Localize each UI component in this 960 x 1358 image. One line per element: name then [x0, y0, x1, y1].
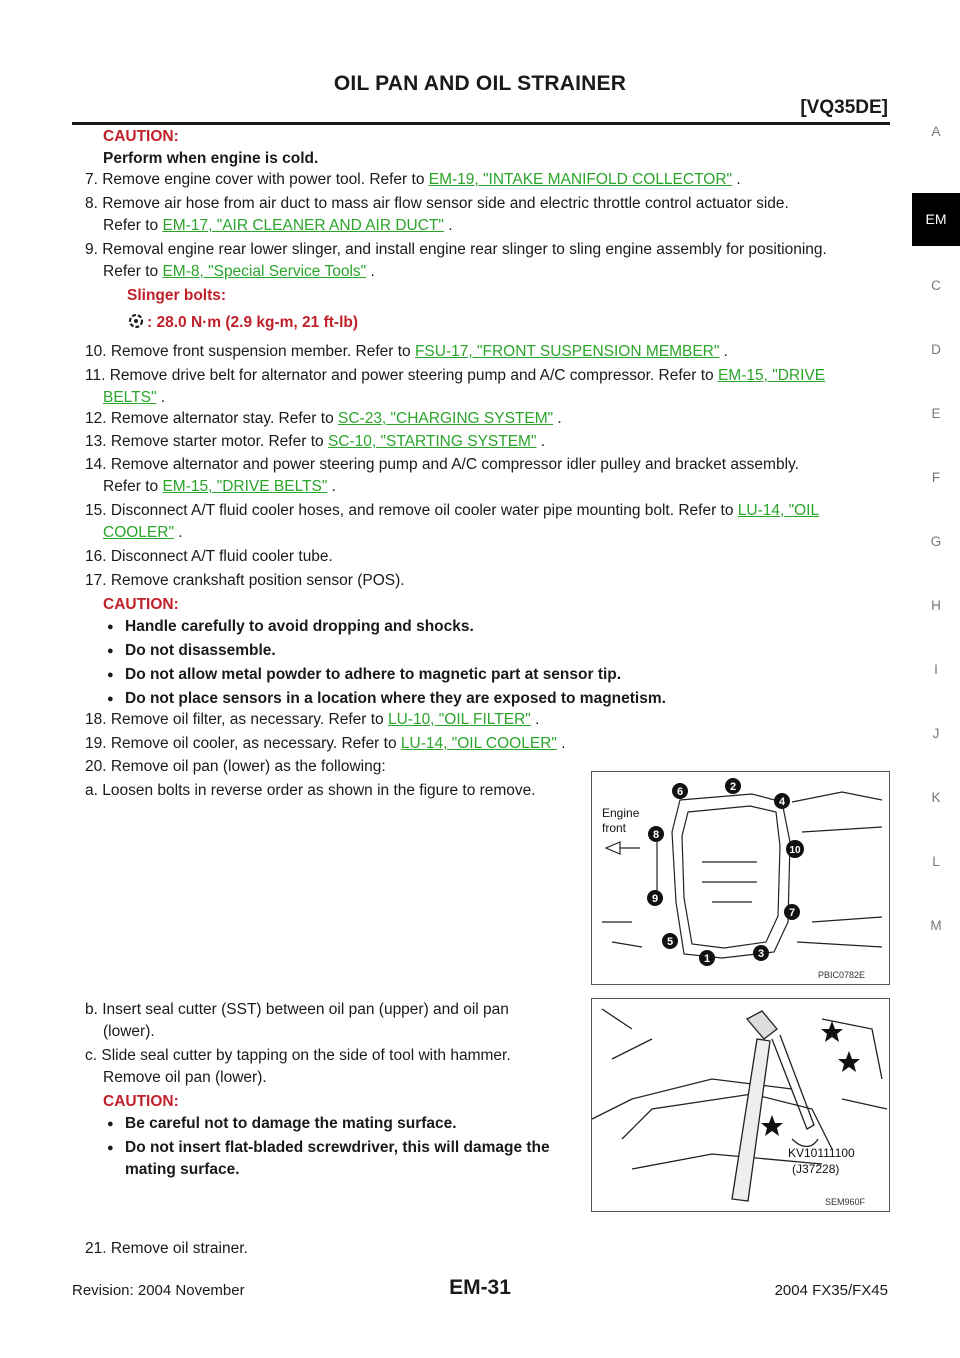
step-tail: .	[156, 389, 166, 406]
step-text: (lower).	[103, 1023, 155, 1040]
step-text: 8. Remove air hose from air duct to mass air flow sensor side and electric throttle control actuator side.	[85, 195, 789, 212]
index-m[interactable]: M	[930, 918, 942, 933]
engine-label: Engine	[602, 806, 640, 820]
step-text: 15. Disconnect A/T fluid cooler hoses, and remove oil cooler water pipe mounting bolt. Refer to	[85, 502, 738, 519]
step-text: b. Insert seal cutter (SST) between oil pan (upper) and oil pan	[85, 1001, 509, 1018]
bolt-9: 9	[651, 893, 659, 905]
step-11	[85, 365, 871, 409]
intro-caution	[103, 126, 889, 170]
step-text: a. Loosen bolts in reverse order as shown in the figure to remove.	[85, 782, 536, 799]
link-em17[interactable]: EM-17, "AIR CLEANER AND AIR DUCT"	[162, 217, 444, 234]
caution-bullet: ● Do not insert flat-bladed screwdriver, this will damage the	[125, 1137, 550, 1159]
index-j[interactable]: J	[932, 726, 940, 741]
step-12	[85, 408, 871, 430]
caution-bullet: ● Do not allow metal powder to adhere to magnetic part at sensor tip.	[125, 664, 621, 686]
step-text: 21. Remove oil strainer.	[85, 1240, 248, 1257]
step-text: 17. Remove crankshaft position sensor (POS).	[85, 572, 405, 589]
step-a	[85, 780, 565, 802]
step-14	[85, 454, 871, 498]
oil-pan-diagram	[592, 772, 889, 984]
torque-icon	[127, 312, 145, 330]
index-e[interactable]: E	[931, 406, 941, 421]
figure-code: PBIC0782E	[817, 970, 865, 980]
caution-text: Perform when engine is cold.	[103, 150, 319, 167]
link-sc10[interactable]: SC-10, "STARTING SYSTEM"	[327, 433, 537, 450]
step-17	[85, 570, 871, 592]
step-15	[85, 500, 871, 544]
link-em8[interactable]: EM-8, "Special Service Tools"	[162, 263, 367, 280]
step-b	[85, 999, 565, 1043]
caution-17	[103, 594, 889, 707]
step-10	[85, 341, 871, 363]
step-tail: .	[536, 433, 546, 450]
caution-bullet: ● Be careful not to damage the mating surface.	[125, 1113, 457, 1135]
link-lu14-b[interactable]: COOLER"	[103, 524, 174, 541]
step-text: 19. Remove oil cooler, as necessary. Refer to	[85, 735, 401, 752]
step-text: Refer to	[103, 217, 163, 234]
step-tail: .	[719, 343, 728, 360]
bolt-3: 3	[757, 948, 765, 960]
link-em15-a[interactable]: EM-15, "DRIVE	[717, 367, 826, 384]
link-lu14-a[interactable]: LU-14, "OIL	[737, 502, 820, 519]
index-l[interactable]: L	[932, 854, 940, 869]
step-tail: .	[732, 171, 741, 188]
caution-bullet: ● Do not disassemble.	[125, 640, 276, 662]
caution-label: CAUTION:	[103, 1093, 179, 1110]
index-active-em[interactable]: EM	[912, 193, 960, 246]
engine-code: [VQ35DE]	[800, 97, 888, 118]
step-text: 18. Remove oil filter, as necessary. Refer to	[85, 711, 388, 728]
step-text: c. Slide seal cutter by tapping on the side of tool with hammer.	[85, 1047, 511, 1064]
step-text: 7. Remove engine cover with power tool. Refer to	[85, 171, 429, 188]
step-13	[85, 431, 871, 453]
step-text: 13. Remove starter motor. Refer to	[85, 433, 328, 450]
index-c[interactable]: C	[931, 278, 941, 293]
index-h[interactable]: H	[931, 598, 941, 613]
tool-number: KV10111100	[788, 1146, 855, 1160]
step-9	[85, 239, 871, 283]
bolt-1: 1	[703, 953, 711, 965]
seal-cutter-diagram	[592, 999, 889, 1211]
page-number: EM-31	[449, 1276, 511, 1299]
step-text: 10. Remove front suspension member. Refer to	[85, 343, 415, 360]
step-8	[85, 193, 871, 237]
step-tail: .	[553, 410, 562, 427]
index-k[interactable]: K	[931, 790, 941, 805]
step-tail: .	[556, 735, 566, 752]
link-fsu17[interactable]: FSU-17, "FRONT SUSPENSION MEMBER"	[414, 343, 720, 360]
step-text: Refer to	[103, 478, 163, 495]
page-title: OIL PAN AND OIL STRAINER	[333, 72, 627, 95]
step-18	[85, 709, 871, 731]
step-text: 12. Remove alternator stay. Refer to	[85, 410, 338, 427]
revision-date: Revision: 2004 November	[72, 1282, 245, 1299]
figure-seal-cutter	[591, 998, 890, 1212]
figure-bolt-order	[591, 771, 890, 985]
bolt-2: 2	[729, 781, 737, 793]
figure-code: SEM960F	[824, 1197, 865, 1207]
caution-bullet: ● Do not place sensors in a location where they are exposed to magnetism.	[125, 688, 666, 710]
bolt-7: 7	[788, 907, 796, 919]
step-16	[85, 546, 871, 568]
step-text: 20. Remove oil pan (lower) as the following:	[85, 758, 386, 775]
caution-c	[103, 1091, 573, 1178]
step-tail: .	[327, 478, 336, 495]
step-text: 14. Remove alternator and power steering pump and A/C compressor idler pulley and bracket assembly.	[85, 456, 799, 473]
bolt-5: 5	[666, 936, 674, 948]
link-em15[interactable]: EM-15, "DRIVE BELTS"	[162, 478, 328, 495]
index-g[interactable]: G	[930, 534, 942, 549]
tool-number-us: (J37228)	[792, 1162, 840, 1176]
index-i[interactable]: I	[934, 662, 938, 677]
step-tail: .	[173, 524, 183, 541]
slinger-torque: : 28.0 N·m (2.9 kg-m, 21 ft-lb)	[147, 314, 359, 331]
slinger-label: Slinger bolts:	[127, 287, 227, 304]
step-19	[85, 733, 871, 755]
caution-label: CAUTION:	[103, 596, 179, 613]
bolt-10: 10	[789, 845, 801, 856]
bolt-4: 4	[778, 796, 786, 808]
bolt-8: 8	[652, 829, 660, 841]
caution-bullet-cont: mating surface.	[125, 1161, 240, 1178]
link-em15-b[interactable]: BELTS"	[103, 389, 157, 406]
step-21	[85, 1238, 871, 1260]
step-c	[85, 1045, 565, 1089]
front-label: front	[602, 821, 627, 835]
slinger-spec	[127, 285, 913, 334]
step-text: 16. Disconnect A/T fluid cooler tube.	[85, 548, 333, 565]
link-em19[interactable]: EM-19, "INTAKE MANIFOLD COLLECTOR"	[428, 171, 733, 188]
link-lu14[interactable]: LU-14, "OIL COOLER"	[400, 735, 557, 752]
model-name: 2004 FX35/FX45	[774, 1282, 888, 1299]
caution-label: CAUTION:	[103, 128, 179, 145]
index-a[interactable]: A	[931, 124, 941, 139]
link-lu10[interactable]: LU-10, "OIL FILTER"	[387, 711, 531, 728]
caution-bullet: ● Handle carefully to avoid dropping and shocks.	[125, 616, 474, 638]
step-tail: .	[366, 263, 375, 280]
index-f[interactable]: F	[931, 470, 941, 485]
step-text: Remove oil pan (lower).	[103, 1069, 267, 1086]
step-text: 9. Removal engine rear lower slinger, and install engine rear slinger to sling engine assembly for positioning.	[85, 241, 827, 258]
index-d[interactable]: D	[931, 342, 941, 357]
step-tail: .	[443, 217, 453, 234]
link-sc23[interactable]: SC-23, "CHARGING SYSTEM"	[338, 410, 554, 427]
step-7	[85, 169, 871, 191]
step-text: 11. Remove drive belt for alternator and power steering pump and A/C compressor. Refer to	[85, 367, 718, 384]
bolt-6: 6	[676, 786, 684, 798]
step-text: Refer to	[103, 263, 163, 280]
step-tail: .	[530, 711, 540, 728]
header-rule	[72, 122, 890, 125]
